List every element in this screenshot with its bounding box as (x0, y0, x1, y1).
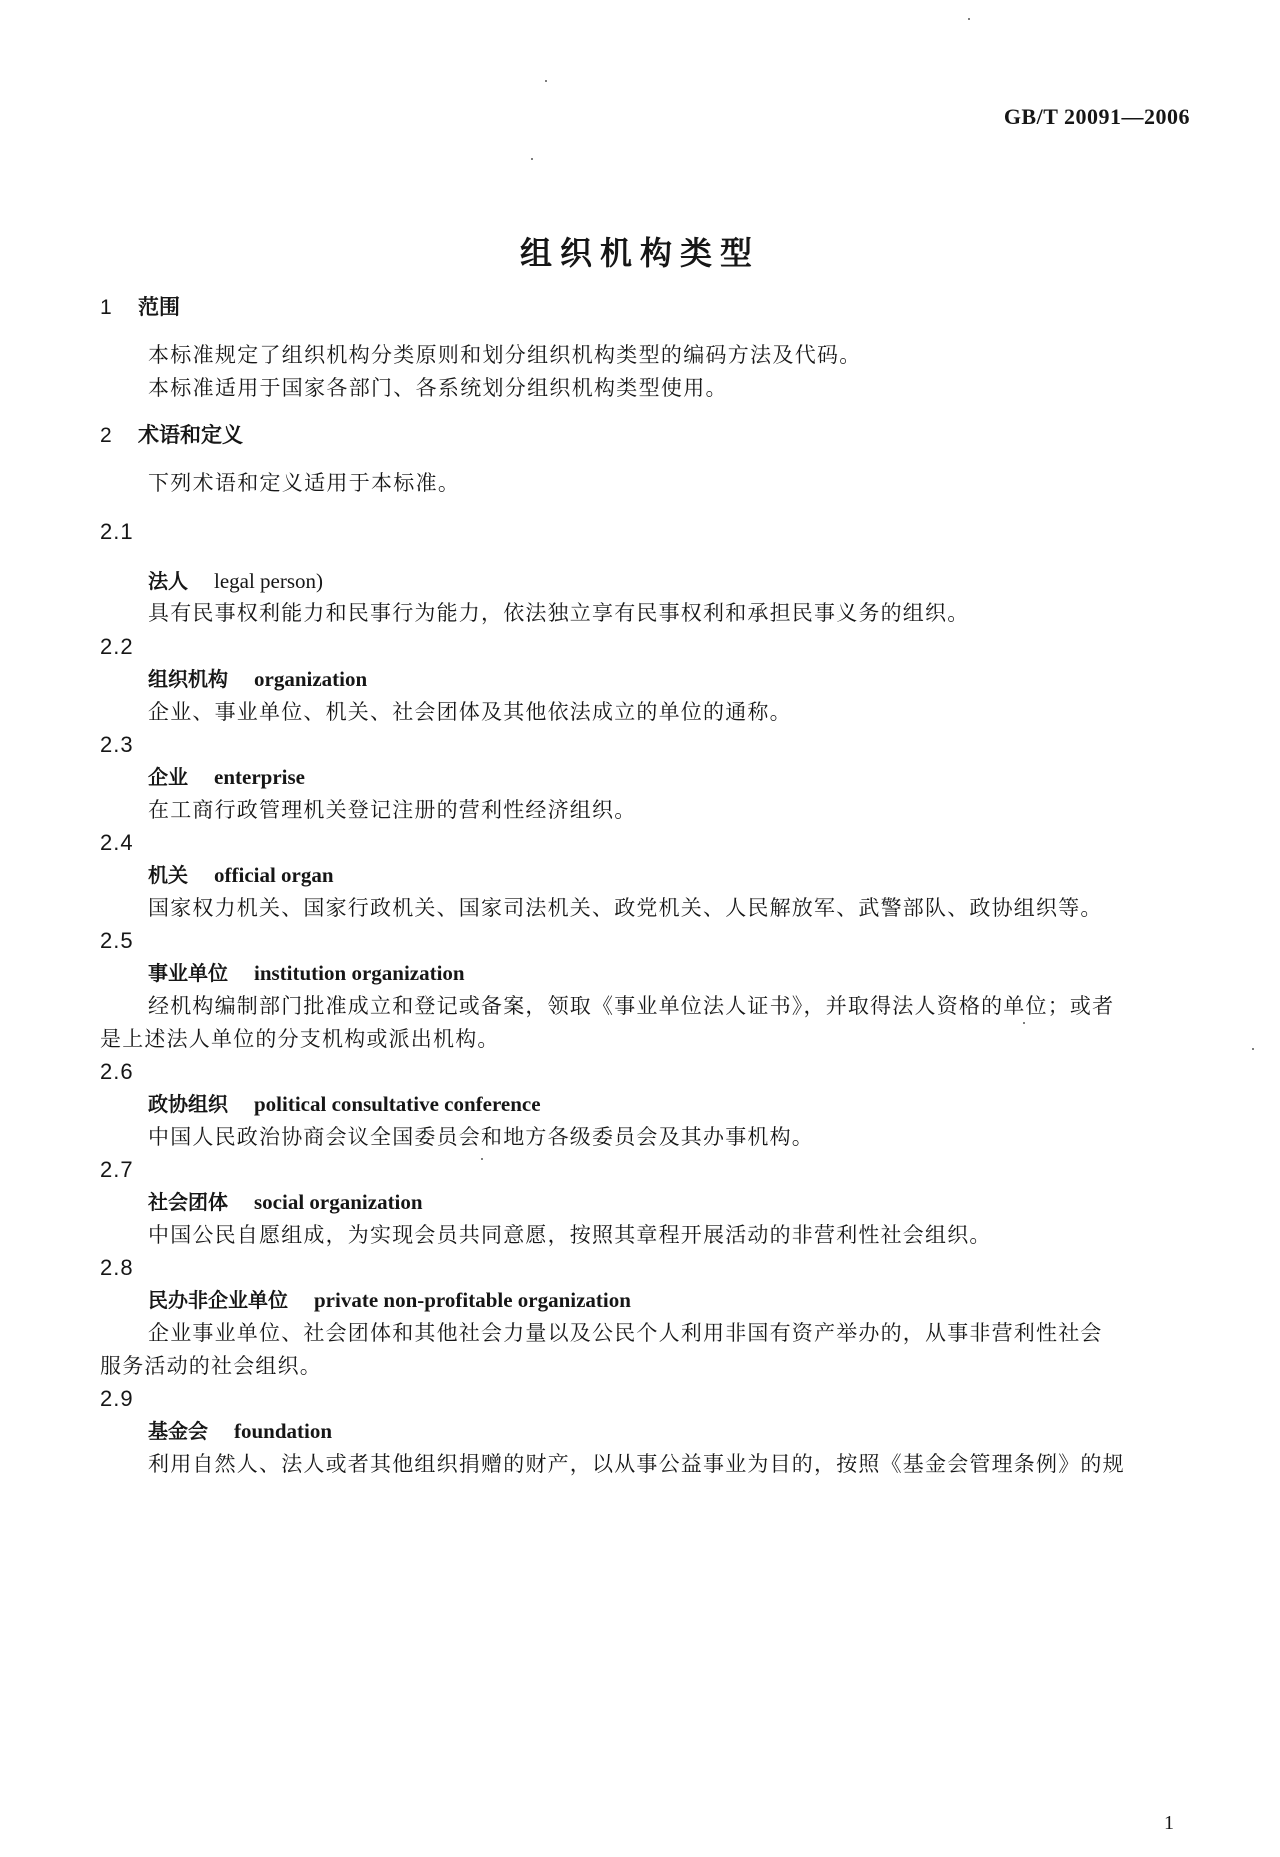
term-definition: 国家权力机关、国家行政机关、国家司法机关、政党机关、人民解放军、武警部队、政协组织等。 (148, 896, 1103, 920)
term-definition: 中国公民自愿组成，为实现会员共同意愿，按照其章程开展活动的非营利性社会组织。 (148, 1223, 992, 1247)
term-heading (148, 1089, 541, 1119)
section-number: 2 (100, 424, 112, 447)
document-title: 组织机构类型 (519, 234, 760, 272)
term-zh: 政协组织 (148, 1092, 228, 1116)
term-en: private non-profitable organization (314, 1288, 631, 1312)
term-en: institution organization (254, 961, 465, 985)
clause-number: 2.9 (100, 1386, 134, 1411)
scan-speck (968, 18, 970, 20)
term-heading (148, 566, 323, 596)
scan-speck (1023, 1022, 1025, 1024)
term-heading (148, 1187, 423, 1217)
term-zh: 机关 (148, 863, 188, 887)
term-definition-continued: 是上述法人单位的分支机构或派出机构。 (100, 1027, 500, 1051)
clause-number: 2.1 (100, 519, 134, 544)
scan-speck (1252, 1048, 1254, 1050)
term-zh: 基金会 (148, 1419, 208, 1443)
paragraph: 本标准适用于国家各部门、各系统划分组织机构类型使用。 (148, 376, 728, 400)
term-heading (148, 1285, 631, 1315)
paragraph: 下列术语和定义适用于本标准。 (148, 471, 461, 495)
term-en: foundation (234, 1419, 333, 1443)
clause-number: 2.2 (100, 634, 134, 659)
term-zh: 组织机构 (148, 667, 228, 691)
term-zh: 法人 (148, 569, 188, 593)
term-en: organization (254, 667, 368, 691)
term-definition: 中国人民政治协商会议全国委员会和地方各级委员会及其办事机构。 (148, 1125, 814, 1149)
term-definition: 经机构编制部门批准成立和登记或备案，领取《事业单位法人证书》，并取得法人资格的单位；或者 (148, 994, 1115, 1018)
term-definition: 利用自然人、法人或者其他组织捐赠的财产，以从事公益事业为目的，按照《基金会管理条例》的规 (148, 1452, 1125, 1476)
term-definition: 企业事业单位、社会团体和其他社会力量以及公民个人利用非国有资产举办的，从事非营利性社会 (148, 1321, 1103, 1345)
clause-number: 2.5 (100, 928, 134, 953)
clause-number: 2.6 (100, 1059, 134, 1084)
term-en: social organization (254, 1190, 423, 1214)
term-definition: 企业、事业单位、机关、社会团体及其他依法成立的单位的通称。 (148, 700, 792, 724)
clause-number: 2.3 (100, 732, 134, 757)
term-zh: 民办非企业单位 (148, 1288, 288, 1312)
term-en: enterprise (214, 765, 305, 789)
term-definition-continued: 服务活动的社会组织。 (100, 1354, 322, 1378)
section-number: 1 (100, 296, 112, 319)
term-definition: 在工商行政管理机关登记注册的营利性经济组织。 (148, 798, 637, 822)
scan-speck (545, 80, 547, 82)
term-heading (148, 1416, 332, 1446)
term-heading (148, 762, 305, 792)
term-zh: 企业 (148, 765, 188, 789)
section-heading-scope (100, 292, 180, 323)
clause-number: 2.7 (100, 1157, 134, 1182)
term-en: official organ (214, 863, 334, 887)
paragraph: 本标准规定了组织机构分类原则和划分组织机构类型的编码方法及代码。 (148, 343, 862, 367)
term-heading (148, 958, 465, 988)
clause-number: 2.4 (100, 830, 134, 855)
term-en: legal person) (214, 569, 324, 593)
term-definition: 具有民事权利能力和民事行为能力，依法独立享有民事权利和承担民事义务的组织。 (148, 601, 970, 625)
term-en: political consultative conference (254, 1092, 541, 1116)
term-zh: 事业单位 (148, 961, 228, 985)
scan-speck (531, 158, 533, 160)
page-number: 1 (1164, 1812, 1174, 1834)
clause-number: 2.8 (100, 1255, 134, 1280)
scan-speck (481, 1158, 483, 1160)
term-zh: 社会团体 (148, 1190, 228, 1214)
standard-code: GB/T 20091—2006 (1003, 104, 1190, 129)
section-heading-terms (100, 420, 243, 451)
section-title: 范围 (138, 295, 180, 319)
term-heading (148, 664, 367, 694)
section-title: 术语和定义 (138, 423, 243, 447)
term-heading (148, 860, 334, 890)
